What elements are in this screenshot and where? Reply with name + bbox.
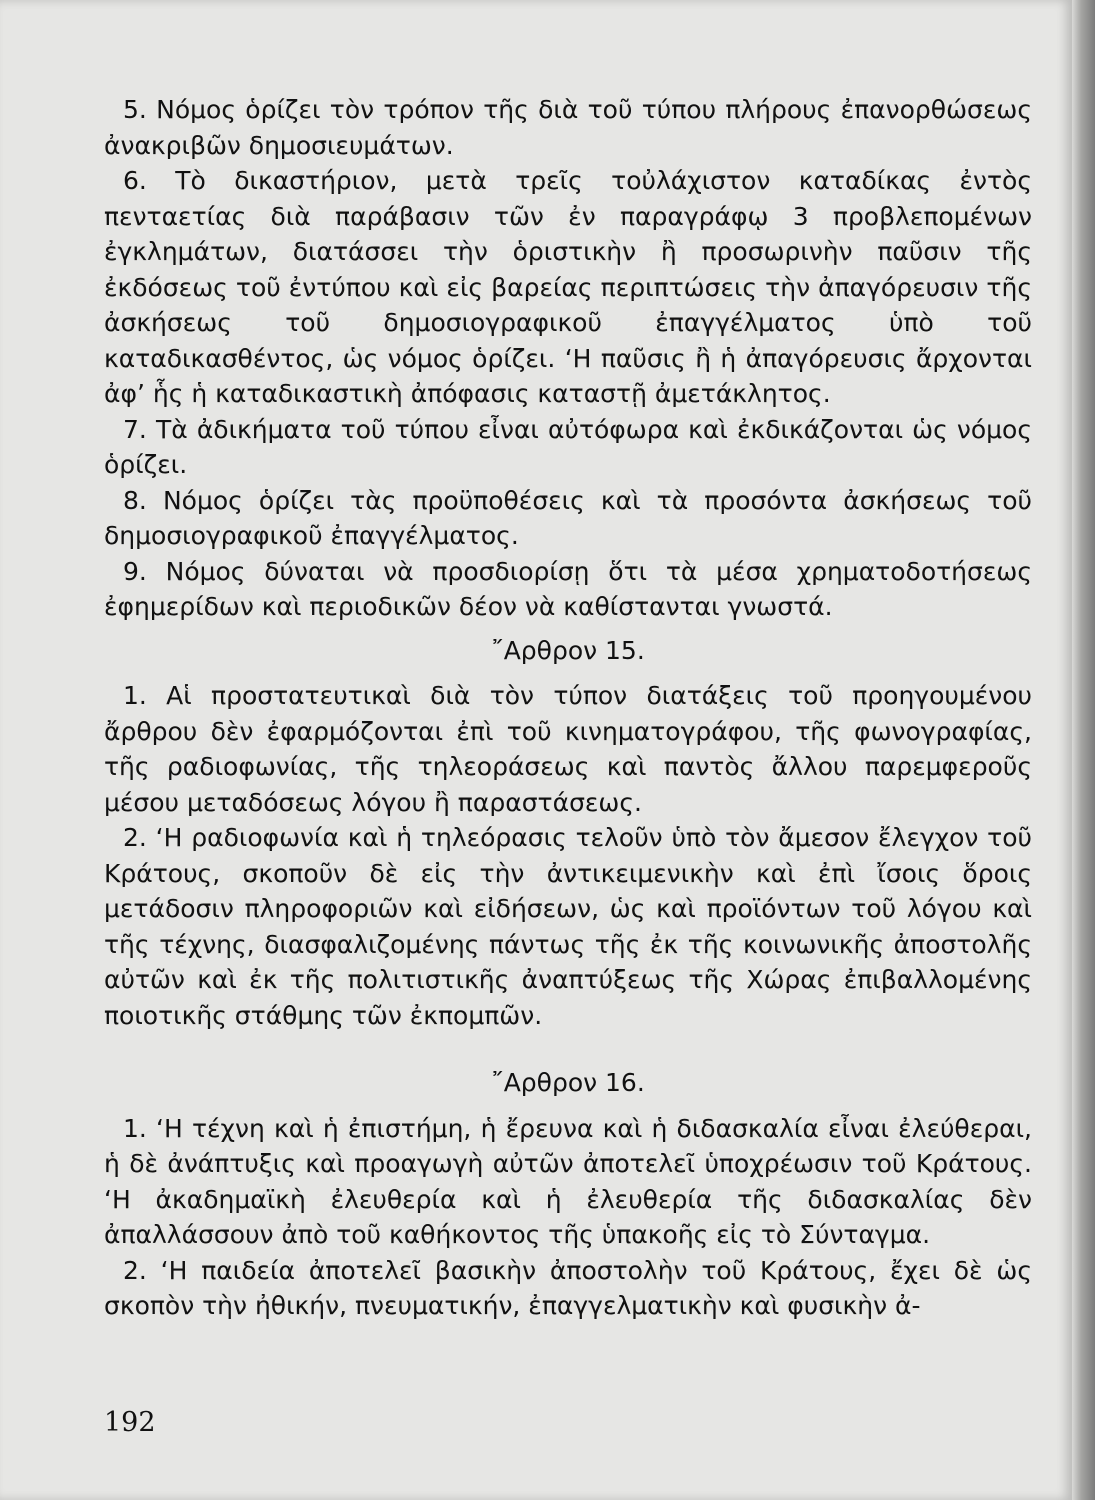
page-text (104, 92, 1032, 1324)
page-edge (1072, 0, 1095, 1500)
article-15-paragraph-1: 1. Αἱ προστατευτικαὶ διὰ τὸν τύπον διατάξεις τοῦ προηγουμένου ἄρθρου δὲν ἐφαρμόζονται ἐπὶ τοῦ κινηματογράφου, τῆς φωνογραφίας, τῆς ραδιοφωνίας, τῆς τηλεοράσεως καὶ παντὸς ἄλλου παρεμφεροῦς μέσου μεταδόσεως λόγου ἢ παραστάσεως. (104, 681, 1032, 817)
paragraph-7: 7. Τὰ ἀδικήματα τοῦ τύπου εἶναι αὐτόφωρα καὶ ἐκδικάζονται ὡς νόμος ὁρίζει. (104, 414, 1032, 479)
paragraph-6: 6. Τὸ δικαστήριον, μετὰ τρεῖς τοὐλάχιστον καταδίκας ἐντὸς πενταετίας διὰ παράβασιν τῶν ἐν παραγράφῳ 3 προβλεπομένων ἐγκλημάτων, διατάσσει τὴν ὁριστικὴν ἢ προσωρινὴν παῦσιν τῆς ἐκδόσεως τοῦ ἐντύπου καὶ εἰς βαρείας περιπτώσεις τὴν ἀπαγόρευσιν τῆς ἀσκήσεως τοῦ δημοσιογραφικοῦ ἐπαγγέλματος ὑπὸ τοῦ καταδικασθέντος, ὡς νόμος ὁρίζει. ‘Η παῦσις ἢ ἡ ἀπαγόρευσις ἄρχονται ἀφ’ ἧς ἡ καταδικαστικὴ ἀπόφασις καταστῇ ἀμετάκλητος. (104, 166, 1032, 408)
article-16-heading: ῎Αρθρον 16. (491, 1068, 645, 1097)
article-16-paragraph-1: 1. ‘Η τέχνη καὶ ἡ ἐπιστήμη, ἡ ἔρευνα καὶ ἡ διδασκαλία εἶναι ἐλεύθεραι, ἡ δὲ ἀνάπτυξις καὶ προαγωγὴ αὐτῶν ἀποτελεῖ ὑποχρέωσιν τοῦ Κράτους. ‘Η ἀκαδημαϊκὴ ἐλευθερία καὶ ἡ ἐλευθερία τῆς διδασκαλίας δὲν ἀπαλλάσσουν ἀπὸ τοῦ καθήκοντος τῆς ὑπακοῆς εἰς τὸ Σύνταγμα. (104, 1113, 1032, 1249)
paragraph-8: 8. Νόμος ὁρίζει τὰς προϋποθέσεις καὶ τὰ προσόντα ἀσκήσεως τοῦ δημοσιογραφικοῦ ἐπαγγέλματος. (104, 485, 1032, 550)
article-15-paragraph-2: 2. ‘Η ραδιοφωνία καὶ ἡ τηλεόρασις τελοῦν ὑπὸ τὸν ἄμεσον ἔλεγχον τοῦ Κράτους, σκοποῦν δὲ εἰς τὴν ἀντικειμενικὴν καὶ ἐπὶ ἴσοις ὅροις μετάδοσιν πληροφοριῶν καὶ εἰδήσεων, ὡς καὶ προϊόντων τοῦ λόγου καὶ τῆς τέχνης, διασφαλιζομένης πάντως τῆς ἐκ τῆς κοινωνικῆς ἀποστολῆς αὐτῶν καὶ ἐκ τῆς πολιτιστικῆς ἀναπτύξεως τῆς Χώρας ἐπιβαλλομένης ποιοτικῆς στάθμης τῶν ἐκπομπῶν. (104, 823, 1032, 1030)
article-16-paragraph-2: 2. ‘Η παιδεία ἀποτελεῖ βασικὴν ἀποστολὴν τοῦ Κράτους, ἔχει δὲ ὡς σκοπὸν τὴν ἠθικήν, πνευματικήν, ἐπαγγελματικὴν καὶ φυσικὴν ἀ- (104, 1255, 1032, 1320)
article-15-heading: ῎Αρθρον 15. (491, 635, 645, 665)
page-number: 192 (104, 1407, 156, 1438)
paragraph-5: 5. Νόμος ὁρίζει τὸν τρόπον τῆς διὰ τοῦ τύπου πλήρους ἐπανορθώσεως ἀνακριβῶν δημοσιευμάτων. (104, 95, 1032, 160)
paragraph-9: 9. Νόμος δύναται νὰ προσδιορίσῃ ὅτι τὰ μέσα χρηματοδοτήσεως ἐφημερίδων καὶ περιοδικῶν δέον νὰ καθίστανται γνωστά. (104, 556, 1032, 621)
